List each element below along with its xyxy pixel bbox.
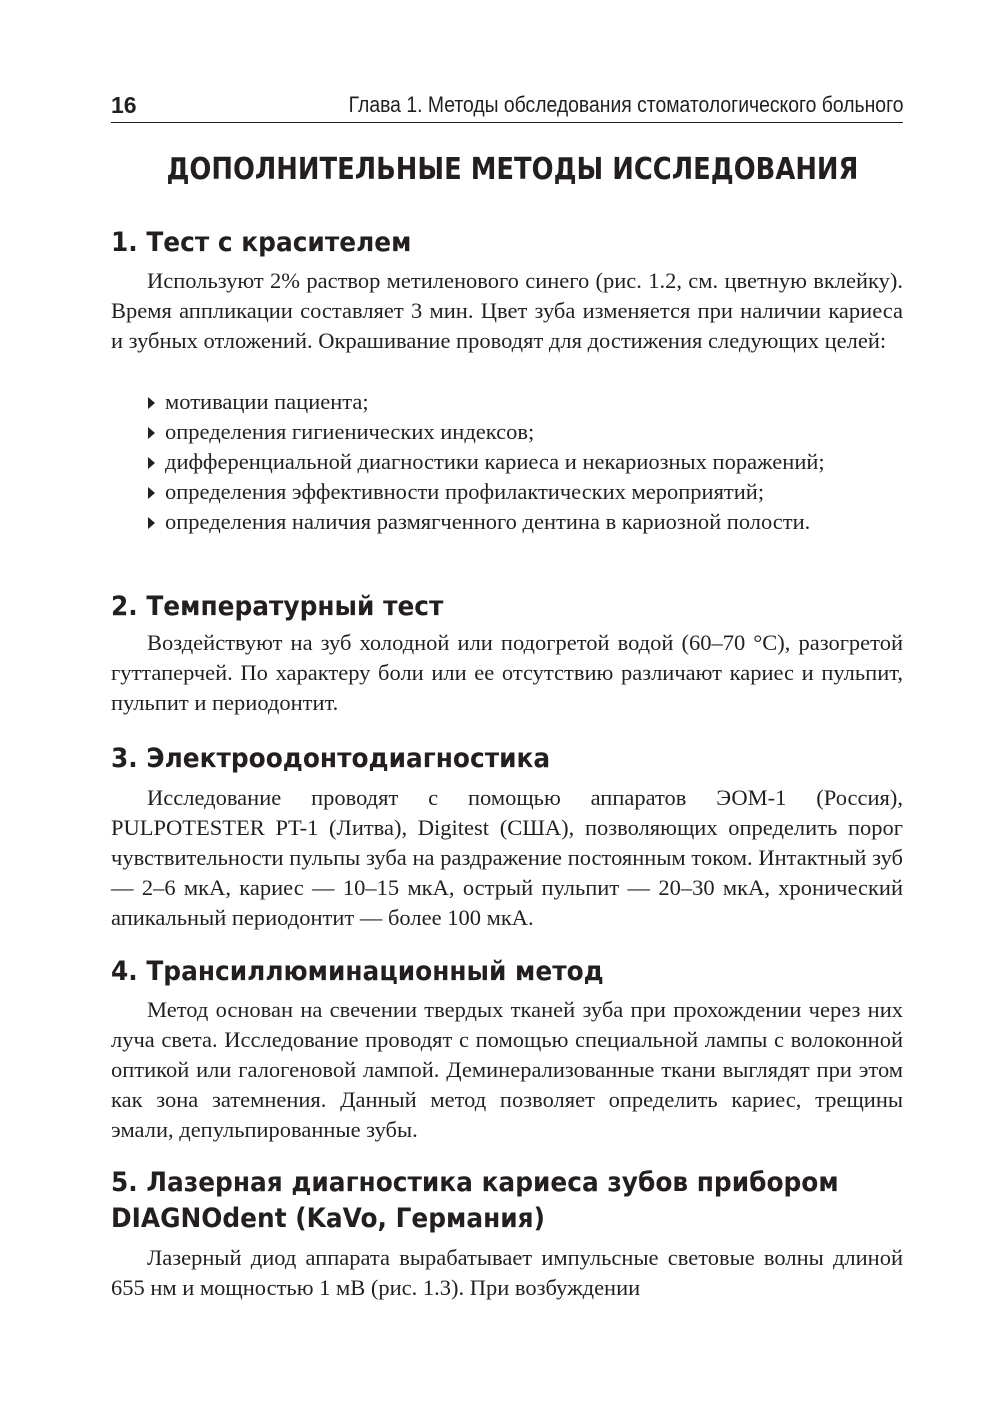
section-heading-1: 1. Тест с красителем — [111, 227, 412, 258]
section-heading-3: 3. Электроодонтодиагностика — [111, 743, 551, 774]
list-item: определения наличия размягченного дентина в кариозной полости. — [111, 507, 903, 537]
triangle-bullet-icon — [148, 487, 155, 499]
bullet-list — [111, 387, 903, 537]
triangle-bullet-icon — [148, 397, 155, 409]
chapter-title: Глава 1. Методы обследования стоматологического больного — [348, 92, 903, 117]
page-number: 16 — [111, 92, 137, 118]
main-title: ДОПОЛНИТЕЛЬНЫЕ МЕТОДЫ ИССЛЕДОВАНИЯ — [166, 152, 859, 187]
triangle-bullet-icon — [148, 457, 155, 469]
list-item: определения эффективности профилактических мероприятий; — [111, 477, 903, 507]
list-item: дифференциальной диагностики кариеса и некариозных поражений; — [111, 447, 903, 477]
section-heading-2: 2. Температурный тест — [111, 591, 444, 622]
section-heading-4: 4. Трансиллюминационный метод — [111, 956, 604, 987]
triangle-bullet-icon — [148, 427, 155, 439]
list-item: определения гигиенических индексов; — [111, 417, 903, 447]
section-paragraph-3: Исследование проводят с помощью аппаратов ЭОМ-1 (Россия), PULPOTESTER PT-1 (Литва), Digitest (США), позволяющих определить порог чувствительности пульпы зуба на раздражение постоянным током. Интактный зуб — 2–6 мкА, кариес — 10–15 мкА, острый пульпит — 20–30 мкА, хронический апикальный периодонтит — более 100 мкА. — [111, 785, 903, 930]
section-paragraph-5: Лазерный диод аппарата вырабатывает импульсные световые волны длиной 655 нм и мощностью 1 мВ (рис. 1.3). При возбуждении — [111, 1245, 903, 1300]
section-heading-5-line1: 5. Лазерная диагностика кариеса зубов прибором — [111, 1167, 839, 1198]
section-paragraph-2: Воздействуют на зуб холодной или подогретой водой (60–70 °C), разогретой гуттаперчей. По характеру боли или ее отсутствию различают кариес и пульпит, пульпит и периодонтит. — [111, 630, 903, 715]
running-header — [111, 88, 903, 123]
section-heading-5-line2: DIAGNOdent (KaVo, Германия) — [111, 1203, 545, 1234]
list-item: мотивации пациента; — [111, 387, 903, 417]
triangle-bullet-icon — [148, 517, 155, 529]
section-paragraph-1: Используют 2% раствор метиленового синего (рис. 1.2, см. цветную вклейку). Время аппликации составляет 3 мин. Цвет зуба изменяется при наличии кариеса и зубных отложений. Окрашивание проводят для достижения следующих целей: — [111, 268, 903, 353]
section-paragraph-4: Метод основан на свечении твердых тканей зуба при прохождении через них луча света. Исследование проводят с помощью специальной лампы с волоконной оптикой или галогеновой лампой. Деминерализованные ткани выглядят при этом как зона затемнения. Данный метод позволяет определить кариес, трещины эмали, депульпированные зубы. — [111, 997, 903, 1142]
